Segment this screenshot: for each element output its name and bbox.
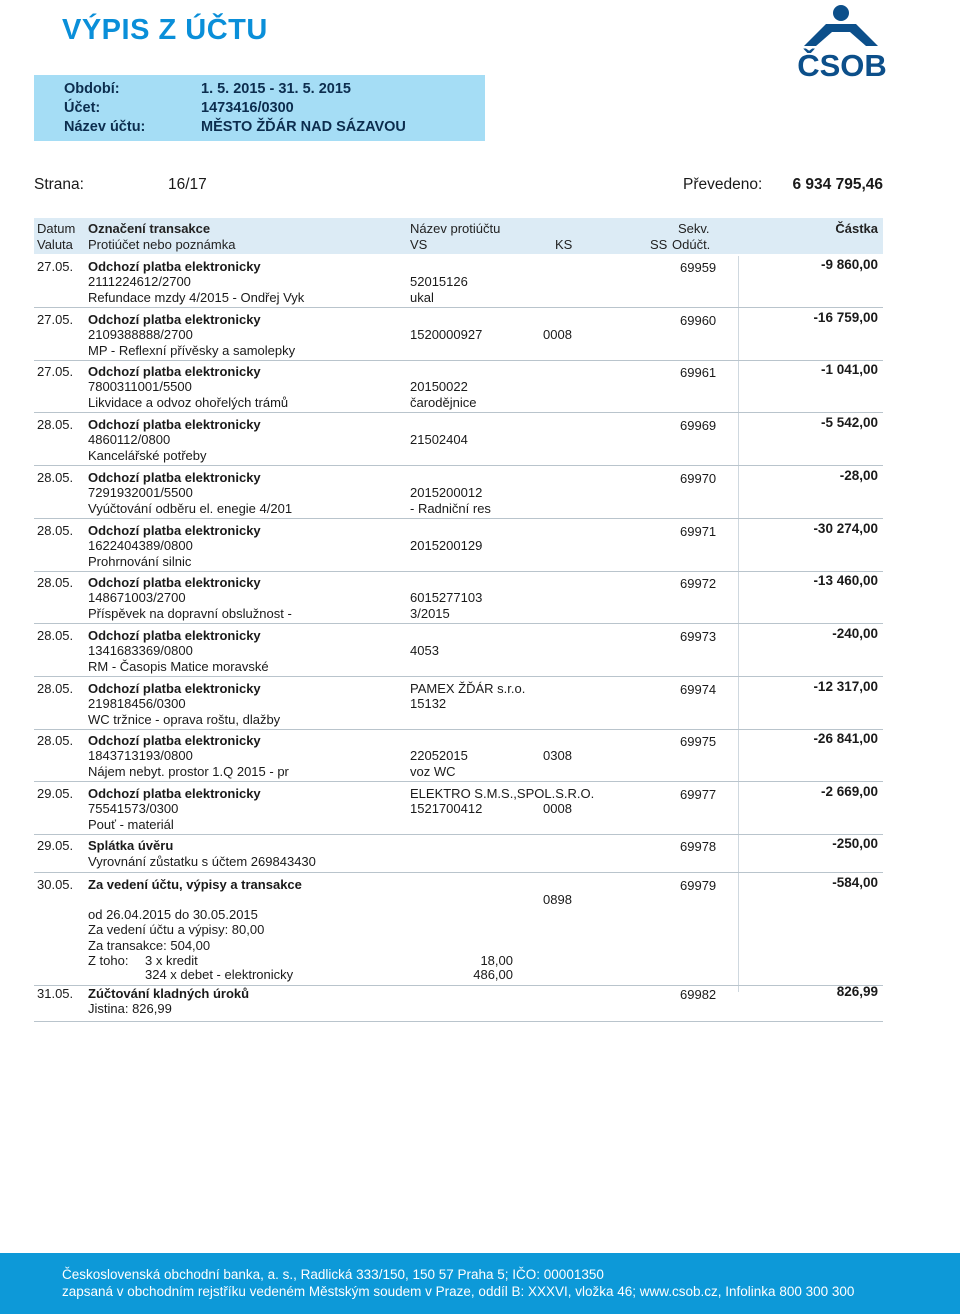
tx-vs: 52015126 — [410, 274, 468, 289]
row-separator — [34, 729, 883, 730]
tx-note: Kancelářské potřeby — [88, 448, 207, 463]
tx-date: 28.05. — [37, 417, 74, 432]
tx-date: 27.05. — [37, 312, 74, 327]
tx-type: Odchozí platba elektronicky — [88, 628, 261, 643]
tx-vs: 4053 — [410, 643, 439, 658]
splatka-date: 29.05. — [37, 838, 74, 853]
tx-type: Odchozí platba elektronicky — [88, 470, 261, 485]
tx-seq: 69959 — [680, 260, 717, 275]
row-separator — [34, 781, 883, 782]
col-castka: Částka — [835, 221, 878, 236]
row-separator — [34, 623, 883, 624]
column-divider — [738, 256, 739, 992]
tx-vs: 15132 — [410, 696, 447, 711]
tx-note: MP - Reflexní přívěsky a samolepky — [88, 343, 296, 358]
carried-label: Převedeno: — [683, 176, 763, 193]
tx-counterparty-name: ELEKTRO S.M.S.,SPOL.S.R.O. — [410, 786, 595, 801]
tx-account: 7291932001/5500 — [88, 485, 193, 500]
tx-type: Odchozí platba elektronicky — [88, 417, 261, 432]
col-ss: SS — [650, 237, 668, 252]
tx-note: Likvidace a odvoz ohořelých trámů — [88, 395, 289, 410]
tx-vs: 1521700412 — [410, 801, 483, 816]
row-separator — [34, 465, 883, 466]
tx-seq: 69974 — [680, 682, 717, 697]
poplatek-sub2-value: 486,00 — [473, 967, 513, 982]
row-separator — [34, 412, 883, 413]
tx-vs-cont: ukal — [410, 290, 434, 305]
col-protiucet: Protiúčet nebo poznámka — [88, 237, 236, 252]
footer — [0, 1253, 960, 1314]
row-separator — [34, 676, 883, 677]
col-sekv: Sekv. — [678, 221, 710, 236]
tx-date: 28.05. — [37, 681, 74, 696]
tx-seq: 69969 — [680, 418, 717, 433]
tx-amount: -5 542,00 — [820, 415, 878, 430]
splatka-note: Vyrovnání zůstatku s účtem 269843430 — [88, 854, 316, 869]
footer-line1: Československá obchodní banka, a. s., Radlická 333/150, 150 57 Praha 5; IČO: 00001350 — [62, 1267, 604, 1282]
tx-account: 1622404389/0800 — [88, 538, 193, 553]
tx-seq: 69961 — [680, 365, 717, 380]
tx-vs-cont: - Radniční res — [410, 501, 491, 516]
tx-account: 7800311001/5500 — [88, 379, 192, 394]
tx-vs: 22052015 — [410, 748, 468, 763]
col-oznaceni: Označení transakce — [88, 221, 211, 236]
tx-note: WC tržnice - oprava roštu, dlažby — [88, 712, 281, 727]
tx-note: Příspěvek na dopravní obslužnost - — [88, 606, 292, 621]
col-valuta: Valuta — [37, 237, 73, 252]
tx-note: Prohrnování silnic — [88, 554, 192, 569]
period-label: Období: — [64, 81, 120, 97]
poplatek-line1: od 26.04.2015 do 30.05.2015 — [88, 907, 258, 922]
tx-vs-cont: čarodějnice — [410, 395, 477, 410]
col-nazev: Název protiúčtu — [410, 221, 501, 236]
tx-date: 28.05. — [37, 470, 74, 485]
row-separator — [34, 571, 883, 572]
csob-logo — [794, 2, 886, 92]
period-row — [64, 81, 351, 97]
page-label: Strana: — [34, 176, 84, 193]
tx-seq: 69960 — [680, 313, 717, 328]
poplatek-seq: 69979 — [680, 878, 717, 893]
tx-account: 219818456/0300 — [88, 696, 186, 711]
logo-text: ČSOB — [797, 48, 886, 83]
tx-type: Odchozí platba elektronicky — [88, 733, 261, 748]
tx-seq: 69973 — [680, 629, 717, 644]
tx-note: Pouť - materiál — [88, 817, 174, 832]
uroky-amount: 826,99 — [836, 984, 878, 999]
col-oducet: Odúčt. — [672, 237, 711, 252]
tx-account: 1843713193/0800 — [88, 748, 193, 763]
tx-seq: 69971 — [680, 524, 717, 539]
tx-account: 4860112/0800 — [88, 432, 171, 447]
tx-type: Odchozí platba elektronicky — [88, 312, 261, 327]
tx-seq: 69977 — [680, 787, 717, 802]
uroky-type: Zúčtování kladných úroků — [88, 986, 250, 1001]
tx-vs-cont: voz WC — [410, 764, 456, 779]
tx-note: Nájem nebyt. prostor 1.Q 2015 - pr — [88, 764, 289, 779]
row-separator — [34, 834, 883, 835]
row-separator — [34, 307, 883, 308]
uroky-note: Jistina: 826,99 — [88, 1001, 172, 1016]
row-separator — [34, 518, 883, 519]
account-name-value: MĚSTO ŽĎÁR NAD SÁZAVOU — [201, 119, 406, 135]
poplatek-date: 30.05. — [37, 877, 74, 892]
tx-date: 28.05. — [37, 733, 74, 748]
splatka-amount: -250,00 — [832, 836, 878, 851]
tx-vs: 6015277103 — [410, 590, 483, 605]
account-name-label: Název účtu: — [64, 119, 146, 135]
tx-note: RM - Časopis Matice moravské — [88, 659, 269, 674]
tx-counterparty-name: PAMEX ŽĎÁR s.r.o. — [410, 681, 526, 696]
tx-vs: 1520000927 — [410, 327, 483, 342]
tx-amount: -30 274,00 — [813, 521, 878, 536]
tx-date: 27.05. — [37, 259, 74, 274]
col-vs: VS — [410, 237, 428, 252]
tx-date: 29.05. — [37, 786, 74, 801]
poplatek-sub2-label: 324 x debet - elektronicky — [145, 967, 294, 982]
tx-vs: 2015200129 — [410, 538, 483, 553]
splatka-type: Splátka úvěru — [88, 838, 174, 853]
poplatek-sub1-value: 18,00 — [480, 953, 513, 968]
account-row — [64, 100, 294, 116]
uroky-seq: 69982 — [680, 987, 717, 1002]
tx-account: 1341683369/0800 — [88, 643, 193, 658]
poplatek-amount: -584,00 — [832, 875, 878, 890]
page-title: VÝPIS Z ÚČTU — [62, 14, 268, 46]
tx-amount: -1 041,00 — [820, 362, 878, 377]
row-separator — [34, 872, 883, 873]
splatka-seq: 69978 — [680, 839, 717, 854]
tx-type: Odchozí platba elektronicky — [88, 259, 261, 274]
tx-note: Refundace mzdy 4/2015 - Ondřej Vyk — [88, 290, 305, 305]
tx-date: 28.05. — [37, 575, 74, 590]
tx-type: Odchozí platba elektronicky — [88, 523, 261, 538]
tx-amount: -13 460,00 — [813, 573, 878, 588]
tx-account: 2109388888/2700 — [88, 327, 193, 342]
tx-amount: -9 860,00 — [820, 257, 878, 272]
account-info-box — [34, 75, 485, 141]
poplatek-line2: Za vedení účtu a výpisy: 80,00 — [88, 922, 265, 937]
tx-account: 148671003/2700 — [88, 590, 186, 605]
tx-note: Vyúčtování odběru el. enegie 4/201 — [88, 501, 293, 516]
carried-value: 6 934 795,46 — [792, 176, 883, 193]
tx-date: 28.05. — [37, 628, 74, 643]
account-value: 1473416/0300 — [201, 100, 294, 116]
tx-vs-cont: 3/2015 — [410, 606, 450, 621]
row-separator — [34, 360, 883, 361]
tx-amount: -12 317,00 — [813, 679, 878, 694]
tx-account: 75541573/0300 — [88, 801, 179, 816]
tx-amount: -2 669,00 — [820, 784, 878, 799]
tx-seq: 69970 — [680, 471, 717, 486]
tx-amount: -16 759,00 — [813, 310, 878, 325]
tx-amount: -26 841,00 — [813, 731, 878, 746]
tx-vs: 20150022 — [410, 379, 468, 394]
tx-type: Odchozí platba elektronicky — [88, 681, 261, 696]
row-separator — [34, 1021, 883, 1022]
tx-account: 2111224612/2700 — [88, 274, 191, 289]
tx-date: 27.05. — [37, 364, 74, 379]
account-label: Účet: — [64, 100, 101, 116]
poplatek-ks: 0898 — [543, 892, 572, 907]
poplatek-sub1-label: 3 x kredit — [145, 953, 198, 968]
tx-seq: 69972 — [680, 576, 717, 591]
tx-ks: 0008 — [543, 801, 572, 816]
account-name-row — [64, 119, 406, 135]
uroky-date: 31.05. — [37, 986, 74, 1001]
poplatek-type: Za vedení účtu, výpisy a transakce — [88, 877, 302, 892]
page-number: 16/17 — [168, 176, 207, 193]
tx-ks: 0308 — [543, 748, 572, 763]
col-ks: KS — [555, 237, 573, 252]
poplatek-ztoho: Z toho: — [88, 953, 129, 968]
csob-logo-graphic — [794, 2, 886, 92]
tx-type: Odchozí platba elektronicky — [88, 364, 261, 379]
tx-type: Odchozí platba elektronicky — [88, 786, 261, 801]
tx-seq: 69975 — [680, 734, 717, 749]
tx-date: 28.05. — [37, 523, 74, 538]
col-datum: Datum — [37, 221, 76, 236]
tx-amount: -240,00 — [832, 626, 878, 641]
tx-vs: 2015200012 — [410, 485, 483, 500]
footer-line2: zapsaná v obchodním rejstříku vedeném Městským soudem v Praze, oddíl B: XXXVI, vložka 46; www.csob.cz, Infolinka 800 300 300 — [62, 1284, 855, 1299]
tx-ks: 0008 — [543, 327, 572, 342]
tx-amount: -28,00 — [839, 468, 878, 483]
tx-type: Odchozí platba elektronicky — [88, 575, 261, 590]
poplatek-line3: Za transakce: 504,00 — [88, 938, 211, 953]
period-value: 1. 5. 2015 - 31. 5. 2015 — [201, 81, 351, 97]
tx-vs: 21502404 — [410, 432, 468, 447]
